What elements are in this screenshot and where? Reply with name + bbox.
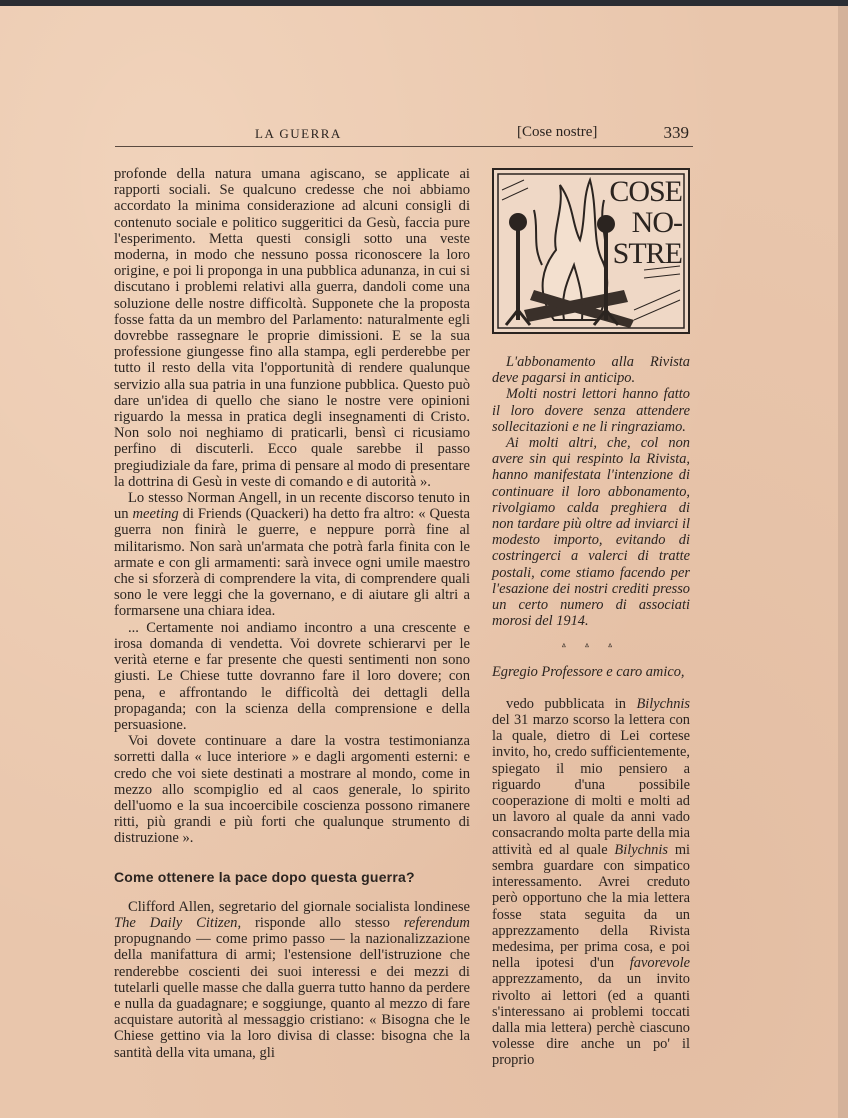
notice-line-3: Ai molti altri, che, col non avere sin qui respinto la Rivista, hanno manifestata l'intenzione di continuare il loro abbonamento, rivolgiamo calda preghiera di non tardare più oltre ad inviarci il modesto importo, evitando di costringerci a valerci di tratte postali, come stiamo facendo per l'esazione dei nostri crediti presso un certo numero di associati morosi del 1914. — [492, 435, 690, 630]
paragraph-5: Clifford Allen, segretario del giornale socialista londinese The Daily Citizen, risponde allo stesso referendum propugnando — come primo passo — la nazionalizzazione della manifattura di armi; l'estensione dell'istruzione che renderebbe coscienti dei suoi interessi e dei mezzi di tutelarli quelle masse che dalla guerra tutto hanno da perdere e nulla da guadagnare; e soggiunge, quanto al mezzo di fare acquistare autorità al messaggio cristiano: « Bisogna che le Chiese gettino via la loro divisa di classe: bisogna che la santità della vita umana, gli — [114, 898, 470, 1061]
paragraph-3: ... Certamente noi andiamo incontro a una crescente e irosa domanda di vendetta. Voi dovrete schierarvi per le verità eterne e far presente che questi sentimenti non sono giusti. Le Chiese tutte dovranno fare il loro dovere; con pena, e affrontando le difficoltà dei dettagli della propaganda; con la scienza della comprensione e della persuasione. — [114, 619, 470, 733]
notice-line-2: Molti nostri lettori hanno fatto il loro dovere senza attendere sollecitazioni e ne li ringraziamo. — [492, 386, 690, 435]
letter-greeting: Egregio Professore e caro amico, — [492, 663, 685, 680]
letter-paragraph: vedo pubblicata in Bilychnis del 31 marzo scorso la lettera con la quale, dietro di Lei cortese invito, ho, credo sufficientemente, spiegato il mio pensiero a riguardo d'una possibile cooperazione di molti e molti ad un lavoro al quale da anni vado consacrando molta parte della mia attività ed al quale Bilychnis mi sembra guardare con simpatico interessamento. Avrei creduto però opportuno che la mia lettera fosse stata seguita da un apprezzamento della Rivista medesima, per prima cosa, e poi nella ipotesi d'un favorevole apprezzamento, da un invito rivolto ai lettori (ed a quanti s'interessano ai problemi toccati dalla mia lettera) perchè ciascuno volesse dire anche un po' il proprio — [492, 695, 691, 1069]
ornament-separator: ᐞ ᐞ ᐞ — [561, 642, 621, 653]
paragraph-1: profonde della natura umana agiscano, se applicate ai rapporti sociali. Se qualcuno credesse che noi abbiamo accordato la minima considerazione ad alcuni consigli di contenuto sociale e politico suggeritici da Gesù, faccia pure l'esperimento. Metta questi consigli sotto una veste moderna, in modo che nessuno possa riconoscere la loro origine, e poi li proponga in una pubblica adunanza, in cui si discutano i problemi relativi alla guerra, dandoli come una soluzione delle nostre difficoltà. Supponete che la proposta fosse fatta da un membro del Parlamento: naturalmente egli dovrebbe rassegnare le proprie dimissioni. E se la sua professione giungesse fino alla stampa, egli perderebbe per tutto il resto della vita l'opportunità di rendere qualunque servizio alla sua patria in una funzione pubblica. Questo può dare un'idea di quello che siano le nostre vere opinioni riguardo la messa in pratica degli insegnamenti di Cristo. Non solo noi neghiamo di praticarli, bensì ci ricusiamo perfino di discuterli. Ecco quale sarebbe il passo pregiudiziale da fare, prima di pensare al modo di presentare la dottrina di Gesù in veste di comando e di autorità ». — [114, 166, 470, 490]
right-column — [492, 168, 690, 1069]
page-number: 339 — [663, 123, 689, 142]
left-column — [114, 166, 470, 1061]
paragraph-2: Lo stesso Norman Angell, in un recente discorso tenuto in un meeting di Friends (Quackeri) ha detto fra altro: « Questa guerra non finirà le guerre, e neppure porrà fine al militarismo. Non sarà un'armata che potrà farla finita con le armate e con gli armamenti: sarà invece ogni umile maestro che si sforzerà di comprendere la vita, di comprendere quali sono le vere leggi che la governano, e di aiutare gli altri a formarsene una chiara idea. — [114, 490, 470, 620]
rubric-title: [Cose nostre] — [517, 124, 598, 140]
notice-line-1: L'abbonamento alla Rivista deve pagarsi in anticipo. — [492, 354, 690, 387]
scanned-page — [0, 6, 838, 1118]
cose-nostre-woodcut — [492, 168, 690, 334]
subscription-notice — [492, 354, 690, 629]
woodcut-lettering: COSE NO- STRE — [609, 175, 682, 270]
section-heading: Come ottenere la pace dopo questa guerra? — [114, 868, 415, 885]
section-title: LA GUERRA — [255, 126, 342, 141]
letter-body — [492, 696, 690, 1069]
paragraph-4: Voi dovete continuare a dare la vostra testimonianza sorretti dalla « luce interiore » e dagli argomenti esterni: e credo che voi siete destinati a mostrare al mondo, come in mezzo allo scompiglio ed al caos generale, lo spirito dell'uomo e la sua incoercibile coscienza possono rimanere ritti, più grandi e più forti che qualunque strumento di distruzione ». — [114, 733, 470, 847]
running-header — [115, 124, 693, 147]
